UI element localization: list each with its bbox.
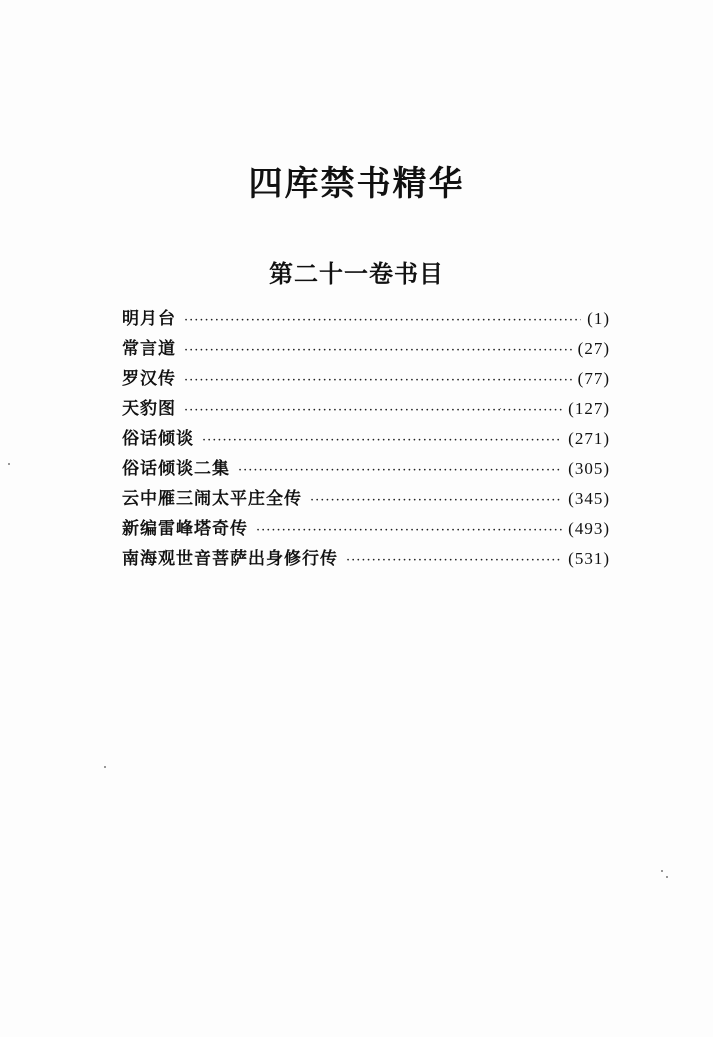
toc-entry: [122, 364, 610, 394]
toc-entry-title: 罗汉传: [122, 369, 176, 389]
toc-entry: [122, 544, 610, 574]
dot-leader: [238, 456, 562, 486]
toc-entry-page: (27): [577, 339, 610, 358]
toc-entry: [122, 394, 610, 424]
dot-leader: [256, 516, 562, 546]
toc-entry-title: 常言道: [122, 339, 176, 359]
dot-leader: [184, 396, 562, 426]
dot-leader: [310, 486, 562, 516]
toc-entry-page: (77): [577, 369, 610, 388]
volume-contents-heading: 第二十一卷书目: [269, 259, 444, 288]
scan-speck: [666, 876, 668, 878]
dot-leader: [184, 336, 572, 366]
dot-leader: [184, 366, 572, 396]
toc-entry-title: 俗话倾谈二集: [122, 459, 230, 479]
scan-speck: [661, 870, 663, 872]
toc-entry: [122, 304, 610, 334]
toc-entry-page: (493): [568, 519, 610, 538]
toc-entry: [122, 424, 610, 454]
book-title: 四库禁书精华: [248, 164, 465, 204]
toc-entry: [122, 514, 610, 544]
toc-entry: [122, 334, 610, 364]
toc-entry-page: (127): [568, 399, 610, 418]
toc-entry-page: (271): [568, 429, 610, 448]
toc-entry-title: 天豹图: [122, 399, 176, 419]
scan-speck: [500, 408, 501, 409]
toc-entry-title: 南海观世音菩萨出身修行传: [122, 549, 338, 569]
toc-entry-title: 云中雁三闹太平庄全传: [122, 489, 302, 509]
toc-entry-title: 明月台: [122, 309, 176, 329]
dot-leader: [346, 546, 562, 576]
toc-entry-page: (345): [568, 489, 610, 508]
toc-entry-page: (531): [568, 549, 610, 568]
scan-speck: [104, 766, 106, 768]
toc-entry-title: 俗话倾谈: [122, 429, 194, 449]
scan-speck: [8, 463, 10, 465]
table-of-contents: [122, 304, 610, 574]
toc-entry: [122, 454, 610, 484]
toc-entry-page: (305): [568, 459, 610, 478]
toc-entry: [122, 484, 610, 514]
toc-entry-title: 新编雷峰塔奇传: [122, 519, 248, 539]
dot-leader: [202, 426, 562, 456]
toc-entry-page: (1): [587, 309, 610, 328]
dot-leader: [184, 306, 581, 336]
